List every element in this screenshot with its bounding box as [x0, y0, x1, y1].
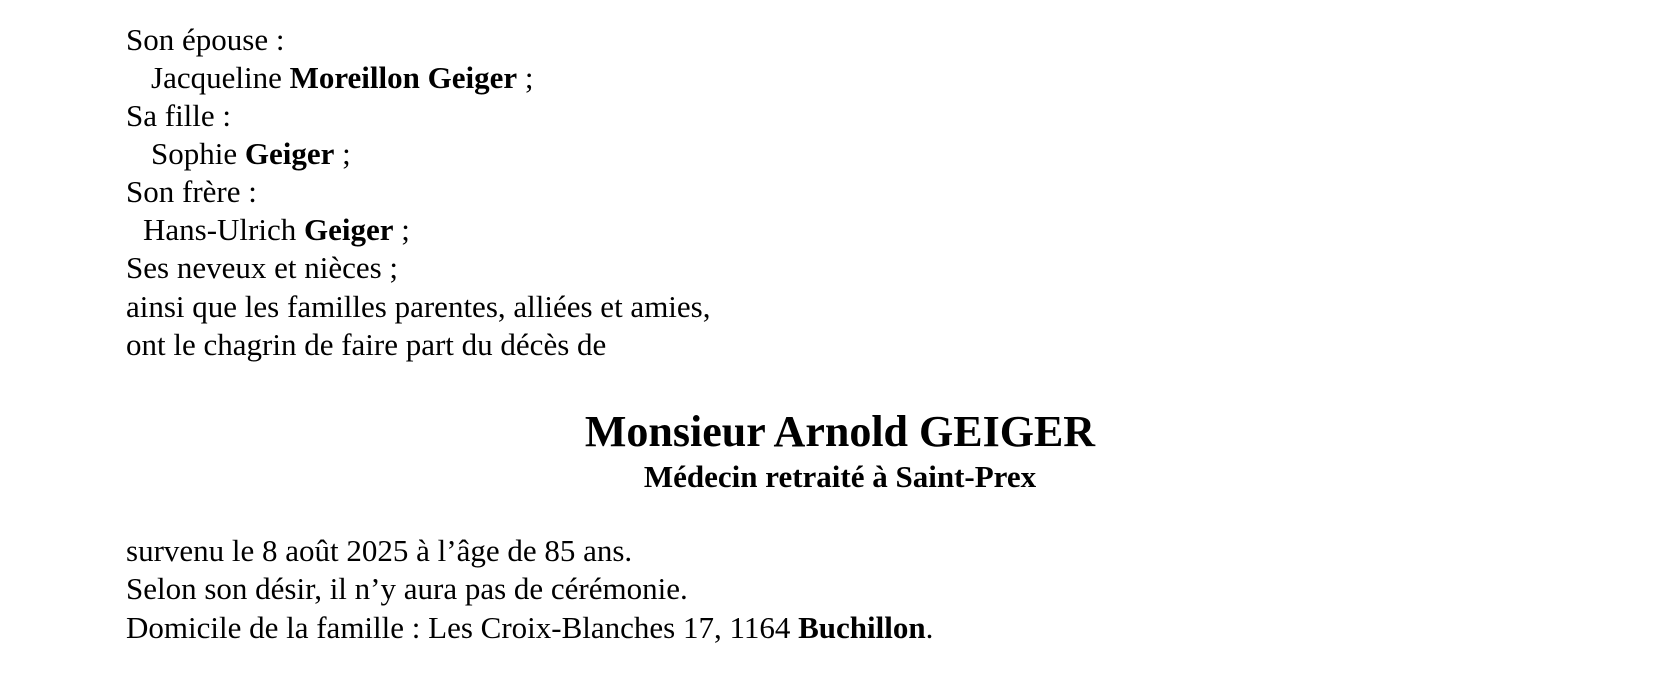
spouse-first-name: Jacqueline [151, 60, 282, 95]
death-details-line: survenu le 8 août 2025 à l’âge de 85 ans. [126, 533, 633, 568]
deceased-occupation: Médecin retraité à Saint-Prex [643, 459, 1037, 494]
brother-heading: Son frère : [126, 174, 257, 209]
daughter-first-name: Sophie [151, 136, 238, 171]
nephews-line: Ses neveux et nièces ; [126, 250, 399, 285]
brother-first-name: Hans-Ulrich [143, 212, 297, 247]
spouse-punctuation: ; [517, 60, 534, 95]
spouse-heading: Son épouse : [126, 22, 285, 57]
brother-line [143, 211, 410, 249]
spouse-line [151, 59, 534, 97]
families-line: ainsi que les familles parentes, alliées et amies, [126, 289, 711, 324]
daughter-line [151, 135, 351, 173]
address-prefix: Domicile de la famille : Les Croix-Blanches 17, 1164 [126, 610, 799, 645]
daughter-heading: Sa fille : [126, 98, 232, 133]
daughter-punctuation: ; [334, 136, 351, 171]
ceremony-line: Selon son désir, il n’y aura pas de cérémonie. [126, 571, 688, 606]
announcement-line: ont le chagrin de faire part du décès de [126, 327, 607, 362]
brother-last-name: Geiger [303, 212, 394, 247]
brother-punctuation: ; [393, 212, 410, 247]
deceased-name: Monsieur Arnold GEIGER [584, 407, 1096, 456]
daughter-last-name: Geiger [244, 136, 335, 171]
address-line [126, 609, 933, 647]
address-town: Buchillon [798, 610, 926, 645]
address-suffix: . [925, 610, 934, 645]
spouse-last-name: Moreillon Geiger [289, 60, 518, 95]
